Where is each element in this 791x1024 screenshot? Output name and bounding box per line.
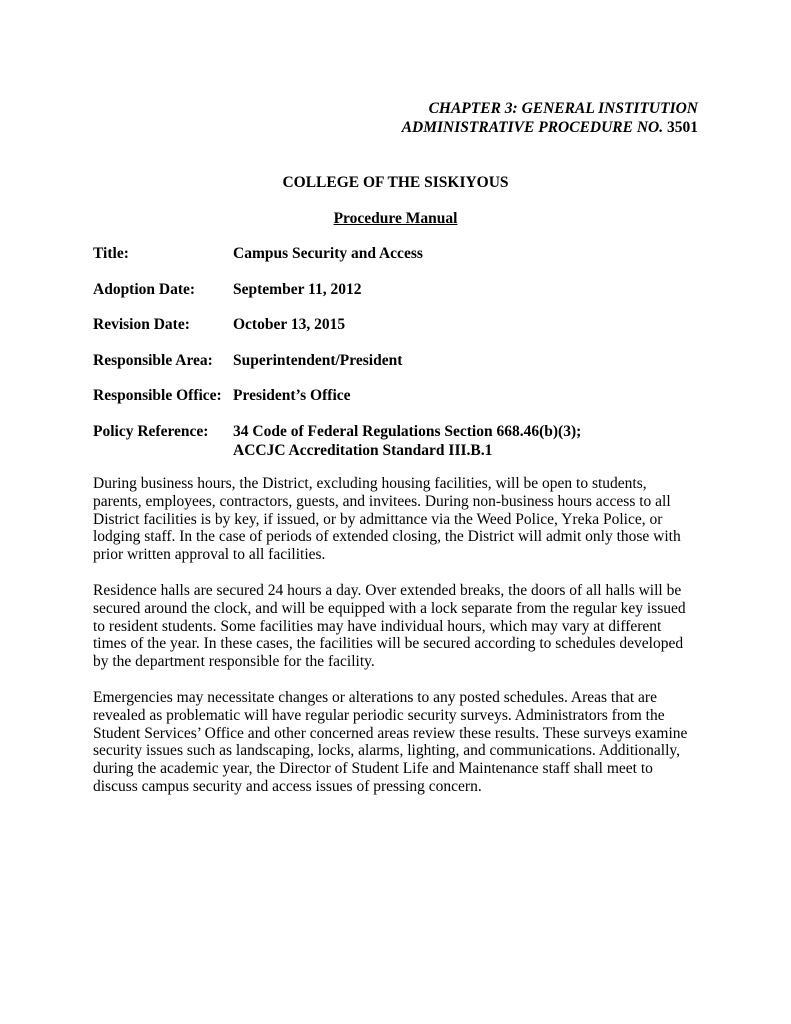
- title-label: Title:: [93, 245, 129, 262]
- policy-reference-label: Policy Reference:: [93, 423, 209, 440]
- paragraph-business-hours: [93, 475, 700, 564]
- paragraph-line: During business hours, the District, excluding housing facilities, will be open to students,: [93, 475, 647, 492]
- paragraph-line: Residence halls are secured 24 hours a day. Over extended breaks, the doors of all halls will be: [93, 582, 682, 599]
- paragraph-line: revealed as problematic will have regular periodic security surveys. Administrators from the: [93, 706, 665, 724]
- procedure-number: 3501: [667, 119, 698, 136]
- adoption-date-label: Adoption Date:: [93, 281, 196, 298]
- paragraph-line: to resident students. Some facilities may have individual hours, which may vary at different: [93, 617, 662, 635]
- revision-date-value: October 13, 2015: [233, 316, 346, 333]
- responsible-area-value: Superintendent/President: [233, 352, 403, 369]
- paragraph-line: lodging staff. In the case of periods of extended closing, the District will admit only those with: [93, 528, 681, 546]
- responsible-office-label: Responsible Office:: [93, 387, 222, 404]
- title-value: Campus Security and Access: [233, 245, 423, 262]
- paragraph-line: parents, employees, contractors, guests, and invitees. During non-business hours access to all: [93, 492, 671, 510]
- responsible-office-value: President’s Office: [233, 387, 351, 404]
- chapter-header: [402, 99, 698, 137]
- chapter-line: CHAPTER 3: GENERAL INSTITUTION: [428, 100, 698, 117]
- paragraph-line: times of the year. In these cases, the facilities will be secured according to schedules developed: [93, 635, 684, 653]
- policy-reference-line-1: 34 Code of Federal Regulations Section 668.46(b)(3);: [233, 423, 582, 440]
- paragraph-line: District facilities is by key, if issued, or by admittance via the Weed Police, Yreka Police, or: [93, 510, 663, 528]
- policy-reference-value: [233, 422, 703, 460]
- adoption-date-value: September 11, 2012: [233, 281, 362, 298]
- paragraph-line: during the academic year, the Director of Student Life and Maintenance staff shall meet to: [93, 760, 653, 778]
- procedure-prefix: ADMINISTRATIVE PROCEDURE NO.: [401, 119, 664, 136]
- paragraph-line: by the department responsible for the facility.: [93, 653, 375, 671]
- paragraph-line: prior written approval to all facilities.: [93, 546, 326, 564]
- policy-reference-line-2: ACCJC Accreditation Standard III.B.1: [233, 442, 493, 459]
- manual-title: Procedure Manual: [333, 210, 458, 227]
- procedure-line: [402, 118, 698, 137]
- paragraph-line: secured around the clock, and will be equipped with a lock separate from the regular key issued: [93, 599, 686, 617]
- responsible-area-label: Responsible Area:: [93, 352, 213, 369]
- paragraph-emergencies: [93, 689, 700, 796]
- paragraph-residence-halls: [93, 582, 700, 671]
- paragraph-line: Emergencies may necessitate changes or alterations to any posted schedules. Areas that are: [93, 689, 657, 706]
- paragraph-line: Student Services’ Office and other concerned areas review these results. These surveys examine: [93, 724, 688, 742]
- college-name: COLLEGE OF THE SISKIYOUS: [282, 174, 509, 191]
- paragraph-line: discuss campus security and access issues of pressing concern.: [93, 777, 482, 795]
- revision-date-label: Revision Date:: [93, 316, 190, 333]
- paragraph-line: security issues such as landscaping, locks, alarms, lighting, and communications. Additionally,: [93, 742, 681, 760]
